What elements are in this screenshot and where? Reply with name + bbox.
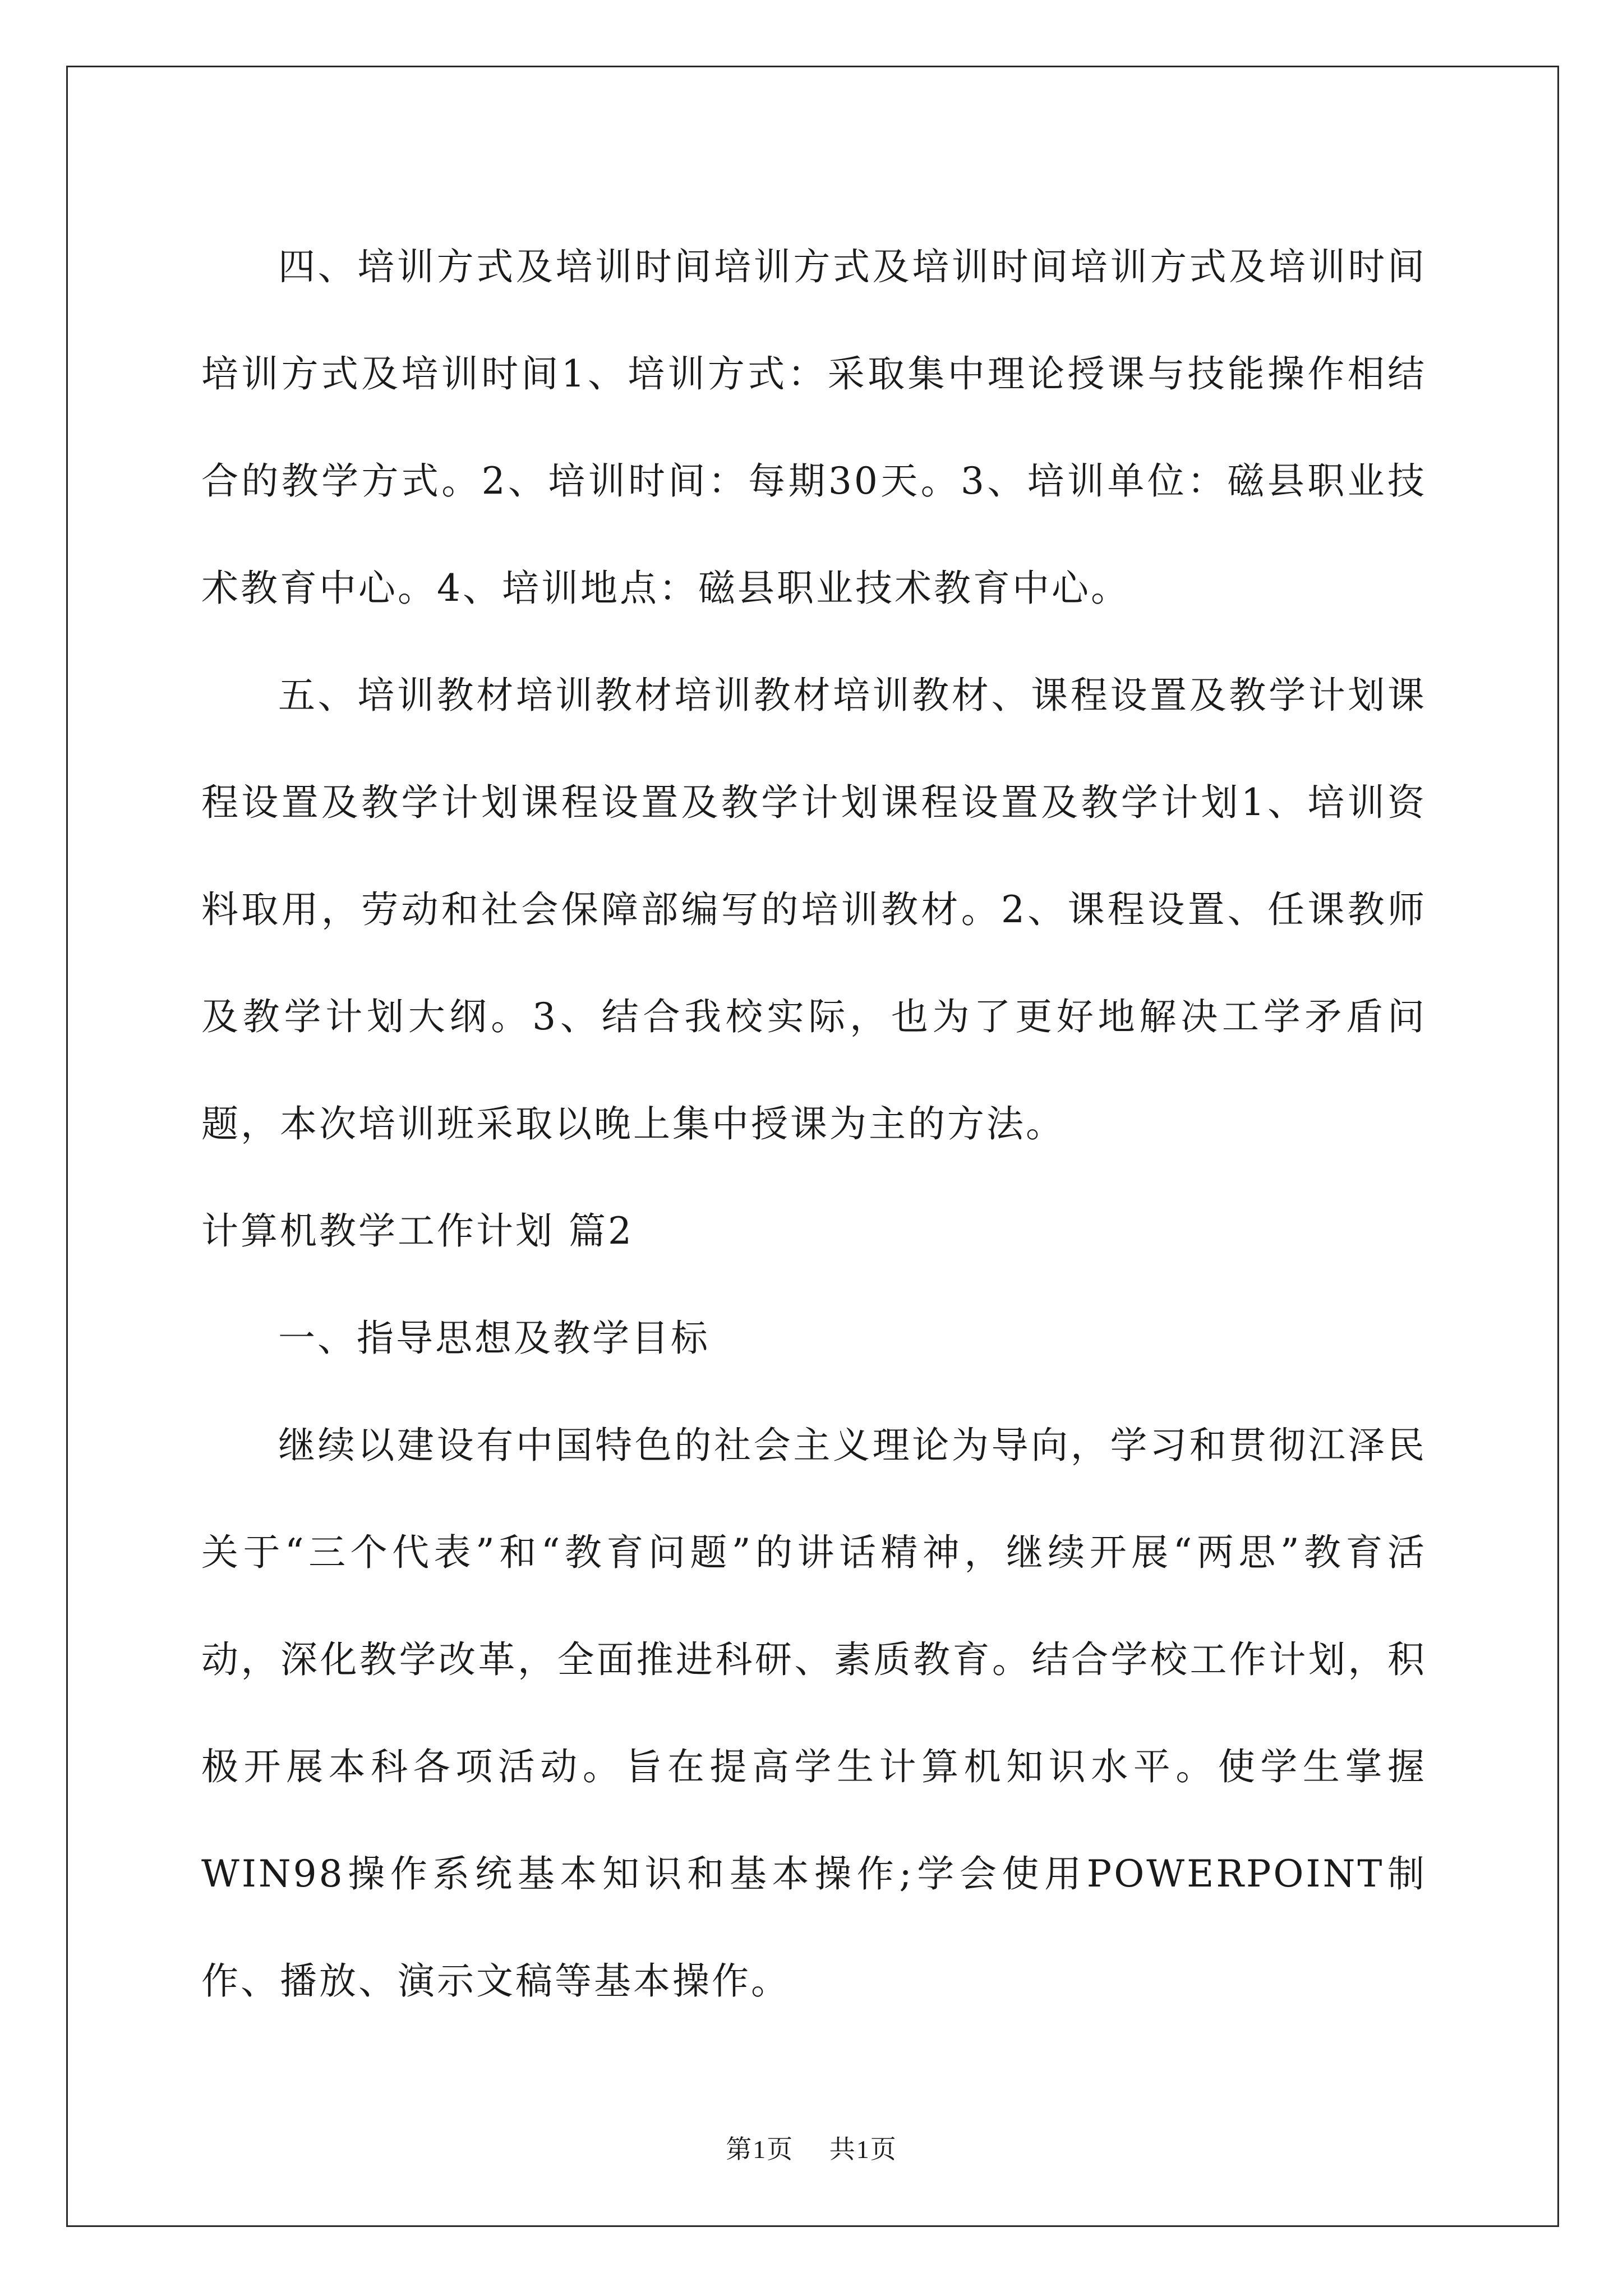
subheading-guiding-ideology: 一、指导思想及教学目标 <box>278 1317 710 1360</box>
page-number: 第1页 <box>726 2135 794 2164</box>
paragraph-training-method: 四、培训方式及培训时间培训方式及培训时间培训方式及培训时间培训方式及培训时间1、培训方式：采取集中理论授课与技能操作相结合的教学方式。2、培训时间：每期30天。3、培训单位：磁县职业技术教育中心。4、培训地点：磁县职业技术教育中心。 <box>201 245 1427 610</box>
document-body <box>201 213 1427 2035</box>
section-heading: 计算机教学工作计划 篇2 <box>201 1209 634 1253</box>
paragraph-guiding-ideology: 继续以建设有中国特色的社会主义理论为导向，学习和贯彻江泽民关于“三个代表”和“教育问题”的讲话精神，继续开展“两思”教育活动，深化教学改革，全面推进科研、素质教育。结合学校工作计划，积极开展本科各项活动。旨在提高学生计算机知识水平。使学生掌握WIN98操作系统基本知识和基本操作;学会使用POWERPOINT制作、播放、演示文稿等基本操作。 <box>201 1424 1427 2003</box>
page-total: 共1页 <box>829 2135 897 2164</box>
page-footer <box>0 2129 1623 2166</box>
paragraph-training-materials: 五、培训教材培训教材培训教材培训教材、课程设置及教学计划课程设置及教学计划课程设置及教学计划课程设置及教学计划1、培训资料取用，劳动和社会保障部编写的培训教材。2、课程设置、任课教师及教学计划大纲。3、结合我校实际，也为了更好地解决工学矛盾问题，本次培训班采取以晚上集中授课为主的方法。 <box>201 674 1427 1145</box>
